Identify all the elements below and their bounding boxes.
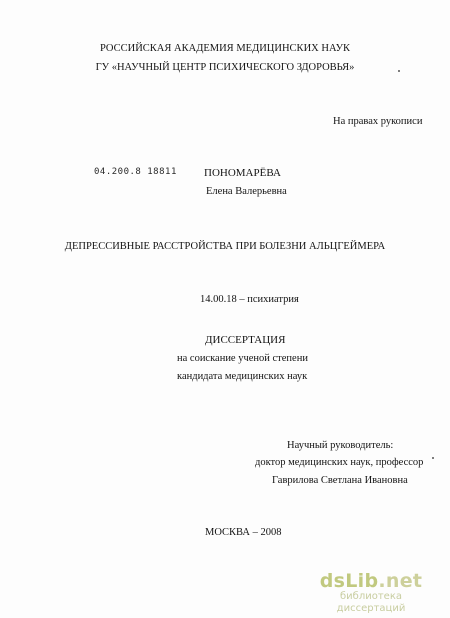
institution-line-1: РОССИЙСКАЯ АКАДЕМИЯ МЕДИЦИНСКИХ НАУК [99, 43, 351, 54]
dslib-watermark [306, 571, 436, 615]
thesis-title: ДЕПРЕССИВНЫЕ РАССТРОЙСТВА ПРИ БОЛЕЗНИ АЛЬЦГЕЙМЕРА [64, 241, 386, 252]
city-year: МОСКВА – 2008 [205, 527, 282, 538]
scan-speck [432, 457, 434, 459]
institution-line-2: ГУ «НАУЧНЫЙ ЦЕНТР ПСИХИЧЕСКОГО ЗДОРОВЬЯ» [95, 62, 355, 73]
watermark-tagline: библиотека диссертаций [336, 591, 406, 614]
scan-speck [398, 70, 400, 72]
author-surname: ПОНОМАРЁВА [204, 167, 281, 179]
degree-line-2: кандидата медицинских наук [177, 371, 308, 382]
watermark-logo-main: dsLib [319, 570, 379, 592]
degree-line-1: на соискание ученой степени [177, 353, 308, 364]
watermark-logo [306, 571, 436, 591]
supervisor-degree: доктор медицинских наук, профессор [255, 457, 424, 468]
registration-stamp: 04.200.8 18811 [94, 167, 177, 177]
supervisor-name: Гаврилова Светлана Ивановна [272, 475, 408, 486]
document-type: ДИССЕРТАЦИЯ [205, 334, 286, 346]
supervisor-label: Научный руководитель: [287, 440, 394, 451]
author-given-names: Елена Валерьевна [206, 186, 287, 197]
manuscript-rights-note: На правах рукописи [333, 116, 423, 127]
specialty-code: 14.00.18 – психиатрия [200, 294, 299, 305]
watermark-logo-tld: .net [378, 570, 423, 592]
